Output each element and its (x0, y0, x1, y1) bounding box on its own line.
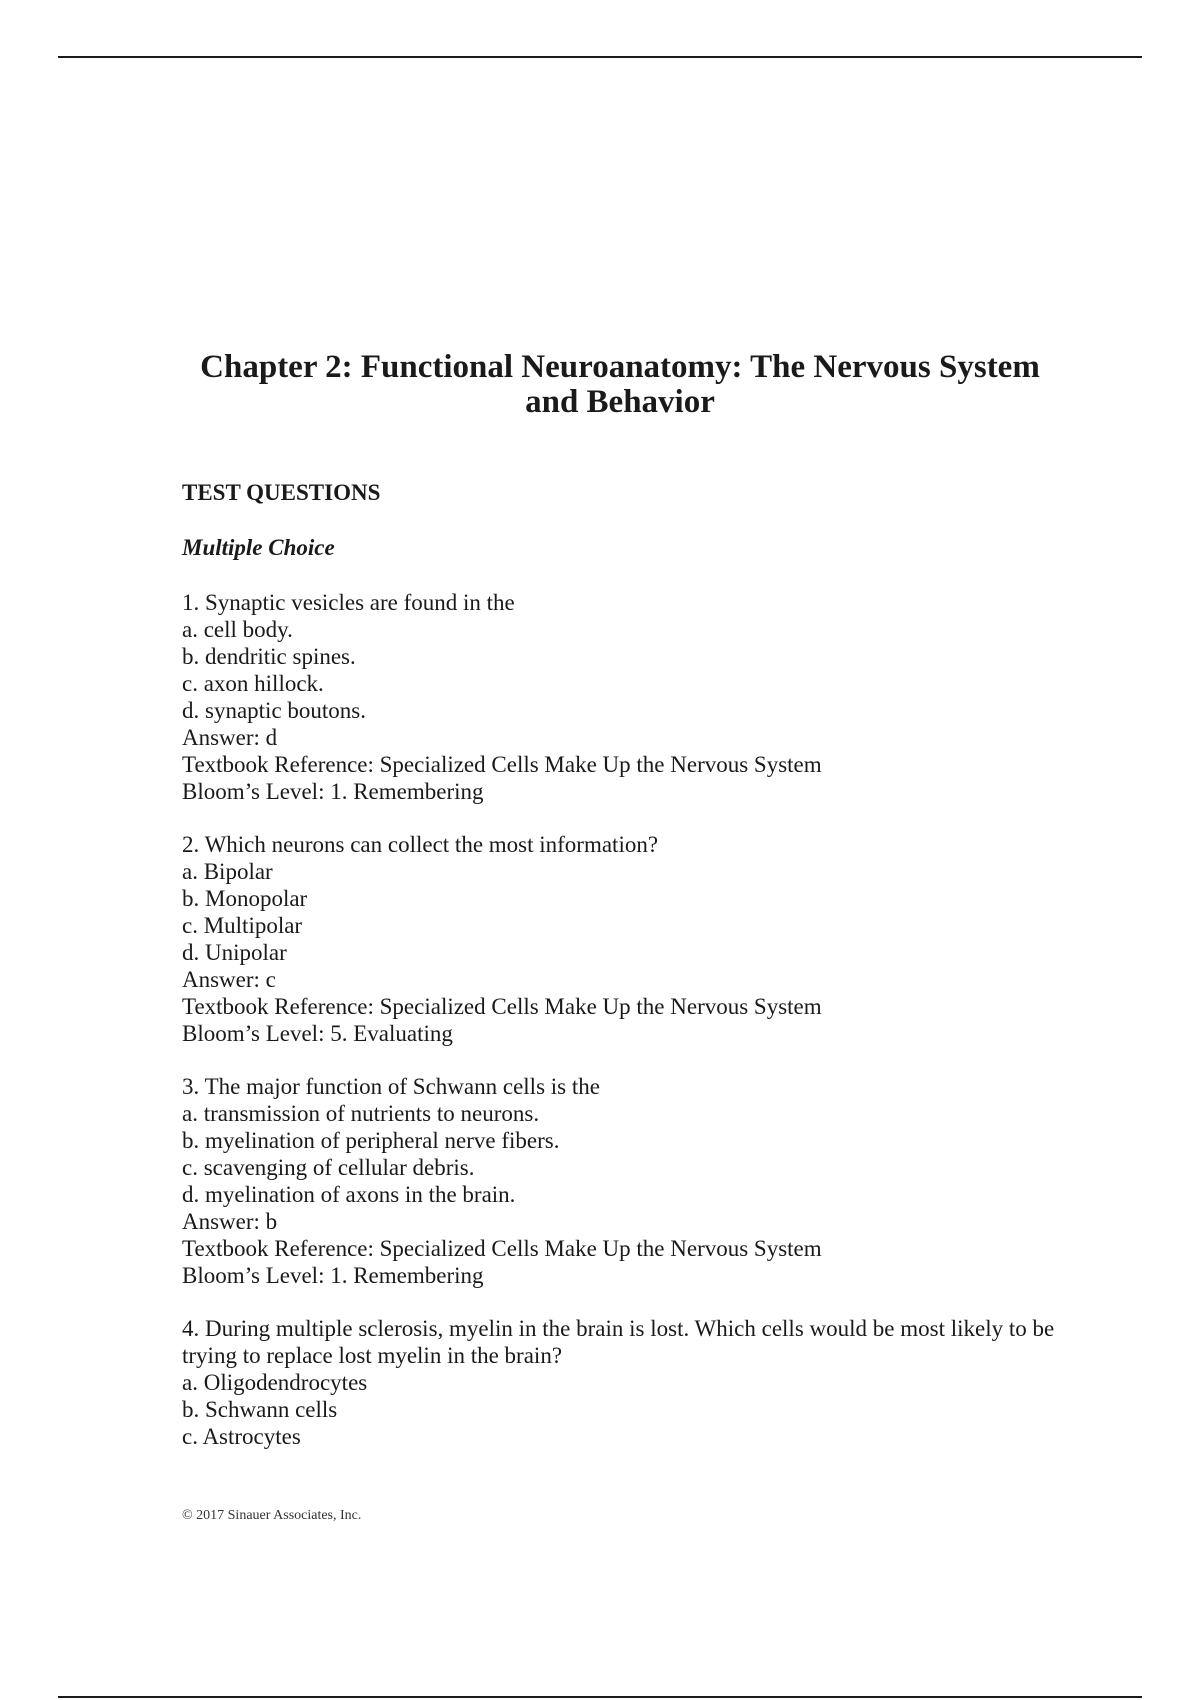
answer-option: b. Schwann cells (182, 1397, 338, 1422)
question-4 (182, 1315, 1062, 1450)
blooms-level: Bloom’s Level: 5. Evaluating (182, 1021, 453, 1046)
blooms-level: Bloom’s Level: 1. Remembering (182, 1263, 484, 1288)
answer-option: a. Oligodendrocytes (182, 1370, 368, 1395)
answer-key: Answer: c (182, 967, 276, 992)
textbook-reference: Textbook Reference: Specialized Cells Make Up the Nervous System (182, 994, 822, 1019)
answer-option: a. cell body. (182, 617, 293, 642)
answer-option: b. Monopolar (182, 886, 308, 911)
answer-option: c. axon hillock. (182, 671, 324, 696)
question-stem: 3. The major function of Schwann cells is the (182, 1074, 600, 1099)
question-2 (182, 831, 1062, 1047)
textbook-reference: Textbook Reference: Specialized Cells Make Up the Nervous System (182, 1236, 822, 1261)
question-stem: 4. During multiple sclerosis, myelin in the brain is lost. Which cells would be most likely to be trying to replace lost myelin in the brain? (182, 1316, 1055, 1368)
chapter-title: Chapter 2: Functional Neuroanatomy: The Nervous System and Behavior (200, 349, 1040, 420)
answer-option: d. Unipolar (182, 940, 287, 965)
answer-key: Answer: b (182, 1209, 278, 1234)
blooms-level: Bloom’s Level: 1. Remembering (182, 779, 484, 804)
top-rule (58, 56, 1142, 58)
answer-key: Answer: d (182, 725, 278, 750)
question-stem: 1. Synaptic vesicles are found in the (182, 590, 515, 615)
copyright-footer: © 2017 Sinauer Associates, Inc. (182, 1508, 362, 1523)
subheading: Multiple Choice (182, 535, 335, 560)
section-heading: TEST QUESTIONS (182, 480, 381, 505)
answer-option: c. Astrocytes (182, 1424, 301, 1449)
answer-option: b. myelination of peripheral nerve fibers. (182, 1128, 560, 1153)
answer-option: c. scavenging of cellular debris. (182, 1155, 475, 1180)
answer-option: a. Bipolar (182, 859, 273, 884)
bottom-rule (58, 1696, 1142, 1698)
question-stem: 2. Which neurons can collect the most information? (182, 832, 659, 857)
page-content (182, 350, 1062, 1476)
answer-option: c. Multipolar (182, 913, 303, 938)
textbook-reference: Textbook Reference: Specialized Cells Make Up the Nervous System (182, 752, 822, 777)
question-3 (182, 1073, 1062, 1289)
question-1 (182, 589, 1062, 805)
answer-option: b. dendritic spines. (182, 644, 356, 669)
answer-option: d. synaptic boutons. (182, 698, 366, 723)
answer-option: a. transmission of nutrients to neurons. (182, 1101, 540, 1126)
answer-option: d. myelination of axons in the brain. (182, 1182, 516, 1207)
question-list (182, 589, 1062, 1450)
